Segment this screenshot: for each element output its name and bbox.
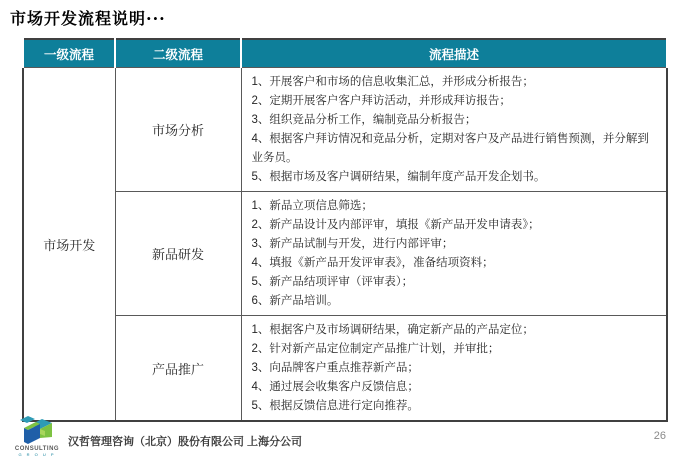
header-level2-process: 二级流程: [115, 39, 241, 68]
description-item: 5、根据反馈信息进行定向推荐。: [251, 400, 419, 412]
logo-cube-icon: [16, 416, 58, 448]
header-process-description: 流程描述: [241, 39, 667, 68]
level1-cell: 市场开发: [23, 68, 115, 422]
description-item: 2、新产品设计及内部评审，填报《新产品开发申请表》；: [251, 219, 540, 231]
description-item: 5、新产品结项评审（评审表）；: [251, 276, 414, 288]
description-cell: [241, 192, 667, 316]
description-item: 1、开展客户和市场的信息收集汇总，并形成分析报告；: [251, 76, 534, 88]
description-item: 2、针对新产品定位制定产品推广计划，并审批；: [251, 343, 500, 355]
description-item: 2、定期开展客户客户拜访活动，并形成拜访报告；: [251, 95, 511, 107]
description-item: 4、填报《新产品开发评审表》，准备结项资料；: [251, 257, 494, 269]
level2-cell-market-analysis: 市场分析: [115, 68, 241, 192]
process-table: [22, 38, 668, 422]
level2-cell-product-promotion: 产品推广: [115, 316, 241, 422]
description-item: 1、新品立项信息筛选；: [251, 200, 373, 212]
description-cell: [241, 316, 667, 422]
table-row: [23, 68, 667, 192]
footer: [12, 416, 302, 466]
description-item: 4、根据客户拜访情况和竞品分析，定期对客户及产品进行销售预测，并分解到业务员。: [251, 133, 649, 164]
description-item: 5、根据市场及客户调研结果，编制年度产品开发企划书。: [251, 171, 546, 183]
header-level1-process: 一级流程: [23, 39, 115, 68]
description-item: 3、组织竞品分析工作，编制竞品分析报告；: [251, 114, 477, 126]
description-cell: [241, 68, 667, 192]
description-item: 3、向品牌客户重点推荐新产品；: [251, 362, 419, 374]
description-item: 3、新产品试制与开发，进行内部评审；: [251, 238, 454, 250]
table-header-row: [23, 39, 667, 68]
description-item: 4、通过展会收集客户反馈信息；: [251, 381, 419, 393]
consulting-logo-icon: [12, 416, 62, 466]
table-row: [23, 316, 667, 422]
logo-subtext: G R O U P: [18, 452, 56, 457]
company-name: 汉哲管理咨询（北京）股份有限公司 上海分公司: [68, 436, 303, 448]
page-title: 市场开发流程说明···: [10, 9, 166, 28]
level2-cell-new-product-rd: 新品研发: [115, 192, 241, 316]
table-row: [23, 192, 667, 316]
description-item: 6、新产品培训。: [251, 295, 339, 307]
page-number: 26: [653, 430, 666, 442]
logo-wordmark: CONSULTING: [14, 446, 60, 452]
description-item: 1、根据客户及市场调研结果，确定新产品的产品定位；: [251, 324, 534, 336]
